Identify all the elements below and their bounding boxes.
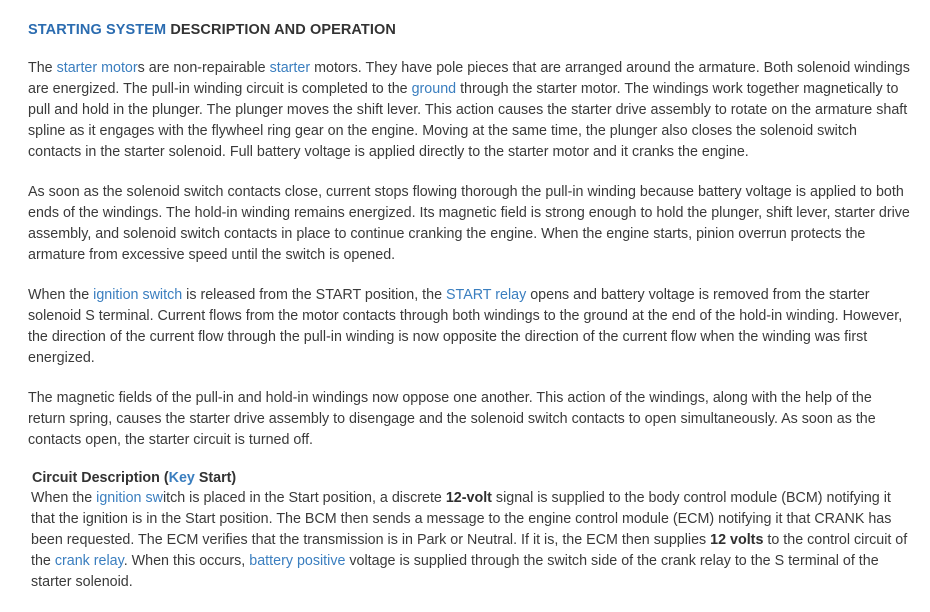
document-body (28, 58, 910, 593)
inline-text: itch is placed in the Start position, a discrete (162, 490, 446, 506)
page-title-highlight: STARTING SYSTEM (28, 22, 167, 38)
inline-text: The magnetic fields of the pull-in and hold-in windings now oppose one another. This action of the windings, along with the help of the return spring, causes the starter drive assembly to disengage and the solenoid switch contacts to open simultaneously. As soon as the contacts open, the starter circuit is turned off. (28, 390, 876, 448)
inline-text: When the (31, 490, 97, 506)
inline-text: voltage is supplied through the switch side of the crank relay to the S terminal of the starter solenoid. (31, 553, 879, 590)
section-heading-highlight: Key (168, 470, 195, 486)
inline-link[interactable]: starter motor (56, 60, 138, 76)
inline-text: to the control circuit of the (31, 532, 908, 569)
inline-text: through the starter motor. The windings work together magnetically to pull and hold in the plunger. The plunger moves the shift lever. This action causes the starter drive assembly to rotate on the armature shaft spline as it engages with the flywheel ring gear on the engine. Moving at the same time, the plunger also closes the solenoid switch contacts in the starter solenoid. Full battery voltage is applied directly to the starter motor and it cranks the engine. (28, 81, 908, 160)
inline-text: motors. They have pole pieces that are arranged around the armature. Both solenoid windings are energized. The pull-in winding circuit is completed to the (28, 60, 910, 97)
inline-text: As soon as the solenoid switch contacts close, current stops flowing thorough the pull-in winding because battery voltage is applied to both ends of the windings. The hold-in winding remains energized. Its magnetic field is strong enough to hold the plunger, shift lever, starter drive assembly, and solenoid switch contacts in place to continue cranking the engine. When the engine starts, pinion overrun protects the armature from excessive speed until the switch is opened. (28, 184, 910, 263)
section-paragraph (28, 488, 910, 593)
inline-link[interactable]: battery positive (249, 553, 346, 569)
inline-link[interactable]: ground (411, 81, 457, 97)
paragraph-2 (28, 182, 910, 266)
inline-text: s are non-repairable (137, 60, 270, 76)
inline-bold: 12-volt (445, 490, 492, 506)
paragraph-1 (28, 58, 910, 163)
inline-text: opens and battery voltage is removed from the starter solenoid S terminal. Current flows from the motor contacts through both windings to the ground at the end of the hold-in winding. However, the direction of the current flow through the pull-in winding is now opposite the direction of the current flow when the winding was first energized. (28, 287, 903, 366)
page-title-rest: DESCRIPTION AND OPERATION (166, 22, 396, 38)
page-title (28, 22, 910, 38)
inline-text: . When this occurs, (123, 553, 250, 569)
paragraph-3 (28, 285, 910, 369)
section-heading (28, 470, 910, 486)
inline-text: The (28, 60, 57, 76)
inline-link[interactable]: START relay (446, 287, 527, 303)
section-heading-suffix: Start) (194, 470, 237, 486)
inline-link[interactable]: ignition switch (93, 287, 183, 303)
inline-text: When the (28, 287, 94, 303)
inline-link[interactable]: starter (269, 60, 311, 76)
inline-text: signal is supplied to the body control module (BCM) notifying it that the ignition is in the Start position. The BCM then sends a message to the engine control module (ECM) notifying it that CRANK has been requested. The ECM verifies that the transmission is in Park or Neutral. If it is, the ECM then supplies (31, 490, 892, 548)
inline-link[interactable]: ignition sw (96, 490, 163, 506)
inline-bold: 12 volts (710, 532, 764, 548)
paragraph-4 (28, 388, 910, 451)
section-heading-prefix: Circuit Description ( (32, 470, 169, 486)
inline-text: is released from the START position, the (182, 287, 446, 303)
inline-link[interactable]: crank relay (54, 553, 124, 569)
